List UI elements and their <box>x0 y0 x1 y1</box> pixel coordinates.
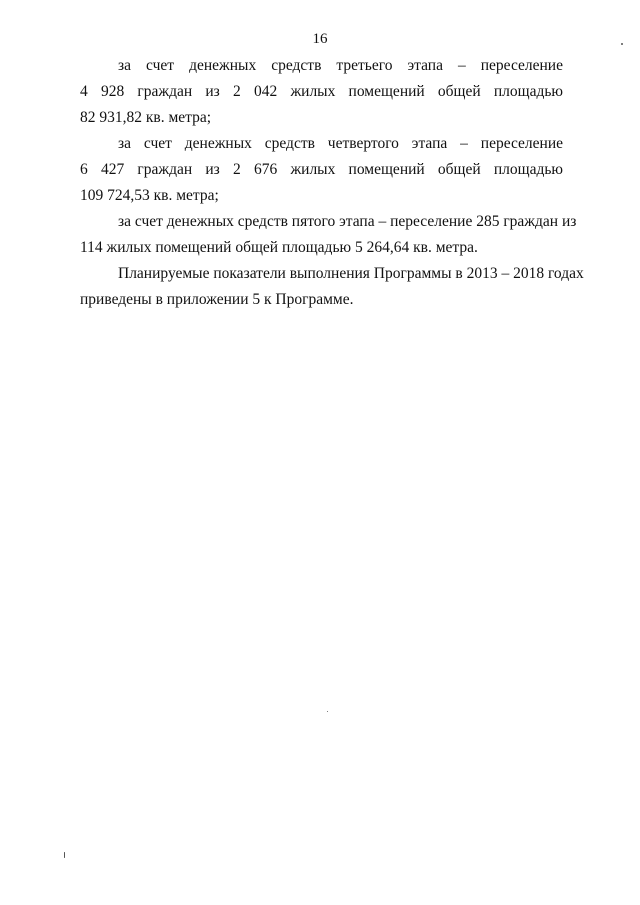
paragraph-line: 82 931,82 кв. метра; <box>80 109 212 126</box>
paragraph-line: 109 724,53 кв. метра; <box>80 187 219 204</box>
paragraph-line: за счет денежных средств пятого этапа – переселение 285 граждан из <box>118 213 577 230</box>
paragraph-line: 114 жилых помещений общей площадью 5 264,64 кв. метра. <box>80 239 478 256</box>
scan-speck <box>621 43 623 45</box>
scan-speck <box>64 852 65 858</box>
paragraph-line: приведены в приложении 5 к Программе. <box>80 291 354 308</box>
paragraph-line: 6 427 граждан из 2 676 жилых помещений общей площадью <box>80 161 563 178</box>
page-number: 16 <box>312 31 328 47</box>
paragraph-line: за счет денежных средств четвертого этапа – переселение <box>118 135 563 152</box>
paragraph-line: за счет денежных средств третьего этапа – переселение <box>118 57 563 74</box>
paragraph-line: Планируемые показатели выполнения Программы в 2013 – 2018 годах <box>118 265 584 282</box>
paragraph-line: 4 928 граждан из 2 042 жилых помещений общей площадью <box>80 83 563 100</box>
scan-speck <box>327 711 328 712</box>
